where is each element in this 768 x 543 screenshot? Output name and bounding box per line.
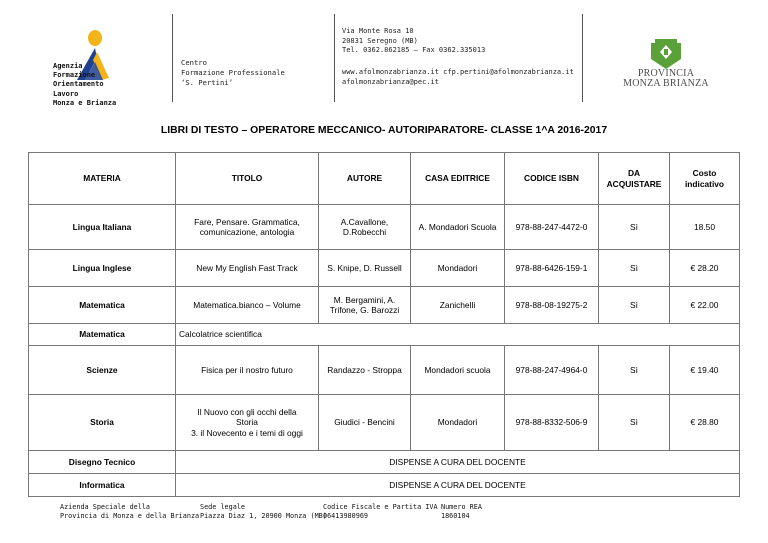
header-codice-isbn: CODICE ISBN <box>505 153 599 205</box>
cell-note: Calcolatrice scientifica <box>176 324 740 346</box>
cell-isbn: 978-88-08-19275-2 <box>505 287 599 324</box>
cell-materia: Lingua Italiana <box>29 205 176 250</box>
cell-dispense: DISPENSE A CURA DEL DOCENTE <box>176 474 740 497</box>
cell-titolo: Matematica.bianco – Volume <box>176 287 319 324</box>
cell-materia: Scienze <box>29 346 176 395</box>
table-row <box>29 395 740 451</box>
cell-casa: Mondadori scuola <box>411 346 505 395</box>
books-table <box>28 152 740 497</box>
cell-autore: Randazzo - Stroppa <box>319 346 411 395</box>
header-divider <box>334 14 335 102</box>
cell-autore: M. Bergamini, A. Trifone, G. Barozzi <box>319 287 411 324</box>
table-row <box>29 250 740 287</box>
provincia-name: PROVINCIA MONZA BRIANZA <box>623 68 709 89</box>
header-casa-editrice: CASA EDITRICE <box>411 153 505 205</box>
header-divider <box>582 14 583 102</box>
cell-acquistare: Sì <box>599 287 670 324</box>
header-divider <box>172 14 173 102</box>
agency-name: Agenzia Formazione Orientamento Lavoro Monza e Brianza <box>53 62 117 107</box>
header-titolo: TITOLO <box>176 153 319 205</box>
document-title: LIBRI DI TESTO – OPERATORE MECCANICO- AUTORIPARATORE- CLASSE 1^A 2016-2017 <box>160 125 608 136</box>
table-row <box>29 346 740 395</box>
cell-autore: Giudici - Bencini <box>319 395 411 451</box>
header-costo: Costo indicativo <box>670 153 740 205</box>
cell-materia: Informatica <box>29 474 176 497</box>
header-materia: MATERIA <box>29 153 176 205</box>
cell-casa: Zanichelli <box>411 287 505 324</box>
cell-acquistare: Sì <box>599 250 670 287</box>
footer-codice-fiscale: Codice Fiscale e Partita IVA 06413980969 <box>323 503 438 521</box>
cell-titolo: Fare, Pensare. Grammatica, comunicazione, antologia <box>176 205 319 250</box>
centro-name: Centro Formazione Professionale ‘S. Pertini’ <box>181 58 285 87</box>
provincia-logo-icon <box>641 35 691 71</box>
table-row <box>29 205 740 250</box>
table-row <box>29 287 740 324</box>
cell-autore: S. Knipe, D. Russell <box>319 250 411 287</box>
cell-titolo: New My English Fast Track <box>176 250 319 287</box>
cell-casa: A. Mondadori Scuola <box>411 205 505 250</box>
cell-titolo: Il Nuovo con gli occhi della Storia 3. il Novecento e i temi di oggi <box>176 395 319 451</box>
address-block: Via Monte Rosa 10 20831 Seregno (MB) Tel. 0362.862185 – Fax 0362.335013 <box>342 27 486 55</box>
cell-costo: 18.50 <box>670 205 740 250</box>
footer-rea: Numero REA 1860104 <box>441 503 482 521</box>
header-autore: AUTORE <box>319 153 411 205</box>
cell-costo: € 28.20 <box>670 250 740 287</box>
table-row <box>29 451 740 474</box>
cell-materia: Matematica <box>29 324 176 346</box>
cell-acquistare: Sì <box>599 346 670 395</box>
cell-autore: A.Cavallone, D.Robecchi <box>319 205 411 250</box>
cell-costo: € 19.40 <box>670 346 740 395</box>
cell-materia: Matematica <box>29 287 176 324</box>
web-contacts: www.afolmonzabrianza.it cfp.pertini@afolmonzabrianza.it afolmonzabrianza@pec.it <box>342 68 574 87</box>
header-da-acquistare: DA ACQUISTARE <box>599 153 670 205</box>
cell-materia: Disegno Tecnico <box>29 451 176 474</box>
cell-costo: € 28.80 <box>670 395 740 451</box>
cell-casa: Mondadori <box>411 250 505 287</box>
cell-isbn: 978-88-8332-506-9 <box>505 395 599 451</box>
cell-casa: Mondadori <box>411 395 505 451</box>
cell-materia: Lingua Inglese <box>29 250 176 287</box>
cell-titolo: Fisica per il nostro futuro <box>176 346 319 395</box>
cell-isbn: 978-88-247-4472-0 <box>505 205 599 250</box>
footer-sede: Sede legale Piazza Diaz 1, 20900 Monza (MB) <box>200 503 327 521</box>
footer-azienda: Azienda Speciale della Provincia di Monza e della Brianza <box>60 503 200 521</box>
cell-acquistare: Sì <box>599 395 670 451</box>
table-row <box>29 324 740 346</box>
cell-acquistare: Sì <box>599 205 670 250</box>
table-header-row <box>29 153 740 205</box>
cell-dispense: DISPENSE A CURA DEL DOCENTE <box>176 451 740 474</box>
cell-costo: € 22.00 <box>670 287 740 324</box>
table-row <box>29 474 740 497</box>
cell-materia: Storia <box>29 395 176 451</box>
cell-isbn: 978-88-247-4964-0 <box>505 346 599 395</box>
cell-isbn: 978-88-6426-159-1 <box>505 250 599 287</box>
